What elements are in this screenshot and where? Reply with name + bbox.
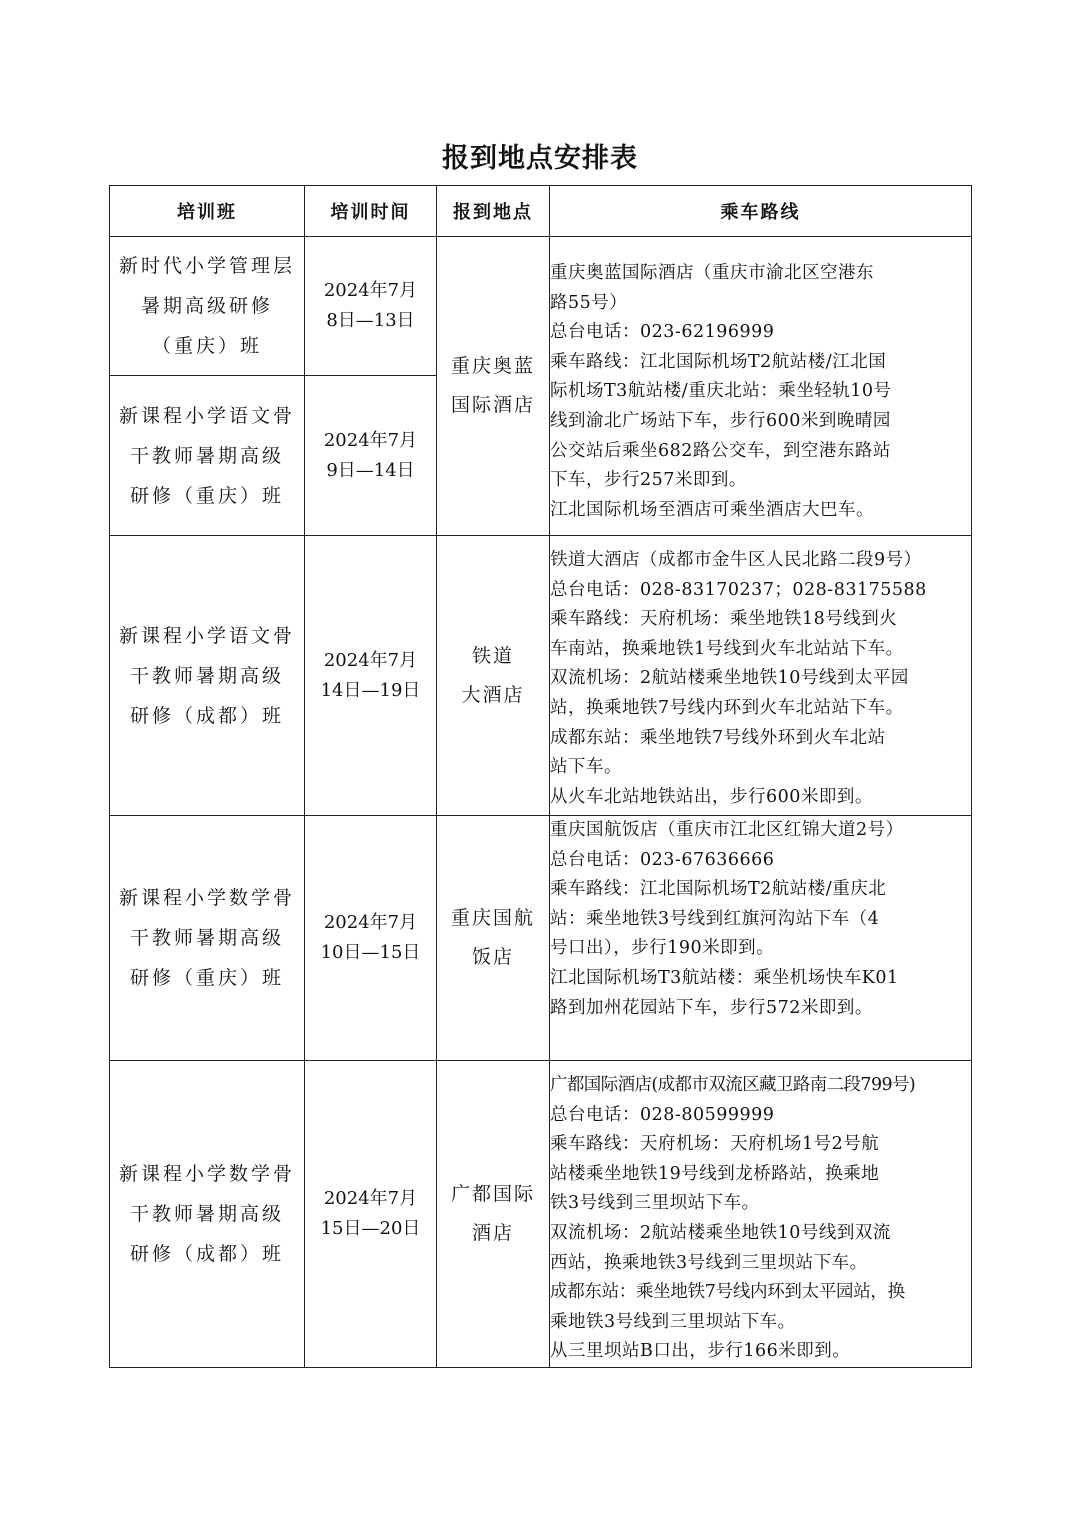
route-line: 站，换乘地铁7号线内环到火车北站站下车。 [550, 697, 904, 718]
route-line: 公交站后乘坐682路公交车，到空港东路站 [550, 440, 891, 461]
class-line: 新课程小学数学骨 [118, 887, 295, 909]
location-cell [437, 1061, 550, 1368]
time-cell [305, 816, 437, 1061]
route-line: 从三里坝站B口出，步行166米即到。 [550, 1341, 851, 1362]
route-line: 成都东站：乘坐地铁7号线内环到太平园站，换 [550, 1282, 905, 1303]
column-header-time: 培训时间 [305, 186, 437, 237]
route-line: 总台电话：023-62196999 [550, 322, 775, 343]
route-cell [550, 816, 972, 1061]
table-row [110, 237, 972, 376]
class-cell [110, 237, 305, 376]
class-cell [110, 816, 305, 1061]
route-line: 总台电话：028-80599999 [550, 1104, 775, 1125]
route-line: 总台电话：028-83170237；028-83175588 [550, 579, 927, 600]
route-line: 重庆奥蓝国际酒店（重庆市渝北区空港东 [550, 263, 874, 283]
class-line: 研修（重庆）班 [129, 484, 284, 507]
location-line: 铁道 [471, 644, 514, 667]
location-line: 大酒店 [461, 683, 525, 706]
table-row [110, 536, 972, 816]
time-line: 14日—19日 [320, 679, 421, 701]
class-line: 新课程小学语文骨 [118, 624, 295, 647]
class-line: 干教师暑期高级 [129, 444, 284, 467]
time-line: 8日—13日 [326, 310, 415, 331]
time-cell [305, 237, 437, 376]
route-line: 下车，步行257米即到。 [550, 470, 747, 491]
route-line: 站：乘坐地铁3号线到红旗河沟站下车（4 [550, 908, 880, 929]
column-header-route: 乘车路线 [550, 186, 972, 237]
route-line: 从火车北站地铁站出，步行600米即到。 [550, 786, 873, 807]
class-line: 干教师暑期高级 [129, 927, 284, 949]
table-row [110, 1061, 972, 1368]
time-line: 2024年7月 [323, 1187, 418, 1209]
location-cell [437, 536, 550, 816]
schedule-table [109, 185, 972, 1368]
class-cell [110, 536, 305, 816]
time-line: 2024年7月 [323, 649, 418, 671]
route-line: 西站，换乘地铁3号线到三里坝站下车。 [550, 1252, 868, 1273]
route-line: 线到渝北广场站下车，步行600米到晚晴园 [550, 410, 891, 431]
route-line: 号口出），步行190米即到。 [550, 938, 775, 959]
location-line: 国际酒店 [450, 394, 535, 416]
route-line: 乘车路线：江北国际机场T2航站楼/重庆北 [550, 879, 887, 900]
class-cell [110, 1061, 305, 1368]
location-line: 重庆奥蓝 [450, 355, 535, 377]
page-title: 报到地点安排表 [442, 143, 638, 174]
route-line: 江北国际机场至酒店可乘坐酒店大巴车。 [550, 499, 874, 520]
time-cell [305, 1061, 437, 1368]
time-line: 9日—14日 [326, 459, 415, 481]
class-line: 暑期高级研修 [140, 295, 273, 317]
time-cell [305, 536, 437, 816]
route-line: 双流机场：2航站楼乘坐地铁10号线到双流 [550, 1222, 891, 1243]
class-line: 研修（成都）班 [129, 704, 284, 727]
time-cell [305, 376, 437, 536]
location-line: 重庆国航 [450, 907, 535, 929]
route-line: 总台电话：023-67636666 [550, 849, 775, 870]
route-line: 江北国际机场T3航站楼：乘坐机场快车K01 [550, 967, 899, 988]
route-cell [550, 1061, 972, 1368]
route-line: 际机场T3航站楼/重庆北站：乘坐轻轨10号 [550, 381, 892, 402]
class-line: 新时代小学管理层 [118, 255, 295, 277]
class-line: （重庆）班 [151, 335, 262, 357]
route-line: 重庆国航饭店（重庆市江北区红锦大道2号） [550, 820, 904, 840]
route-line: 车南站，换乘地铁1号线到火车北站站下车。 [550, 638, 904, 659]
class-line: 干教师暑期高级 [129, 664, 284, 687]
column-header-class: 培训班 [110, 186, 305, 237]
route-line: 路到加州花园站下车，步行572米即到。 [550, 997, 873, 1018]
route-line: 路55号） [550, 292, 628, 313]
route-line: 乘车路线：江北国际机场T2航站楼/江北国 [550, 351, 887, 372]
route-line: 站下车。 [550, 757, 622, 778]
class-line: 新课程小学语文骨 [118, 404, 295, 427]
class-line: 干教师暑期高级 [129, 1202, 284, 1225]
time-line: 10日—15日 [320, 942, 421, 963]
route-line: 站楼乘坐地铁19号线到龙桥路站，换乘地 [550, 1163, 880, 1184]
location-cell [437, 237, 550, 536]
route-line: 乘车路线：天府机场：天府机场1号2号航 [550, 1134, 880, 1155]
route-line: 铁道大酒店（成都市金牛区人民北路二段9号） [550, 550, 922, 570]
location-line: 酒店 [471, 1221, 514, 1244]
location-line: 广都国际 [450, 1182, 535, 1205]
route-line: 成都东站：乘坐地铁7号线外环到火车北站 [550, 727, 886, 748]
route-line: 铁3号线到三里坝站下车。 [550, 1193, 760, 1214]
location-line: 饭店 [471, 946, 514, 968]
class-line: 新课程小学数学骨 [118, 1162, 295, 1185]
route-line: 广都国际酒店(成都市双流区藏卫路南二段799号) [550, 1075, 916, 1095]
route-line: 乘地铁3号线到三里坝站下车。 [550, 1311, 796, 1332]
table-row [110, 816, 972, 1061]
time-line: 2024年7月 [323, 429, 418, 451]
location-cell [437, 816, 550, 1061]
column-header-location: 报到地点 [437, 186, 550, 237]
time-line: 2024年7月 [323, 280, 418, 301]
route-cell [550, 536, 972, 816]
route-cell [550, 237, 972, 536]
time-line: 15日—20日 [320, 1217, 421, 1239]
route-line: 双流机场：2航站楼乘坐地铁10号线到太平园 [550, 668, 909, 689]
table-header-row [110, 186, 972, 237]
route-line: 乘车路线：天府机场：乘坐地铁18号线到火 [550, 609, 898, 630]
class-cell [110, 376, 305, 536]
time-line: 2024年7月 [323, 912, 418, 933]
class-line: 研修（重庆）班 [129, 967, 284, 989]
class-line: 研修（成都）班 [129, 1242, 284, 1265]
